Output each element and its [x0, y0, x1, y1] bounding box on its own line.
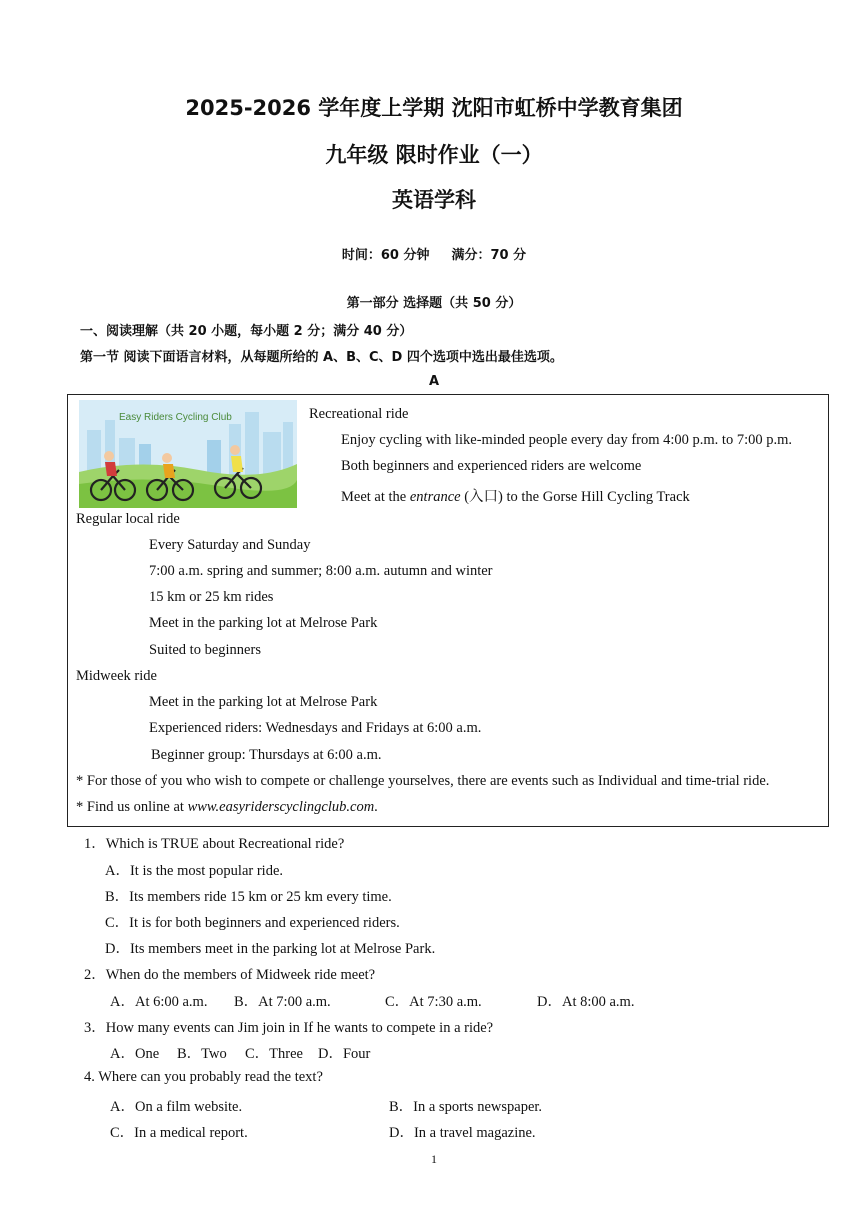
- regular-ride-title: Regular local ride: [76, 511, 180, 527]
- website-url: www.easyriderscyclingclub.com: [187, 799, 375, 815]
- answer-option: C．Three: [245, 1046, 303, 1062]
- cyclists-illustration: [79, 400, 297, 508]
- part-title: 第一部分 选择题（共 50 分）: [346, 296, 522, 311]
- answer-option: A．It is the most popular ride.: [105, 863, 284, 879]
- document-title: 2025-2026 学年度上学期 沈阳市虹桥中学教育集团: [185, 96, 683, 120]
- regular-ride-line: Every Saturday and Sunday: [149, 537, 311, 553]
- midweek-ride-line: Meet in the parking lot at Melrose Park: [149, 694, 378, 710]
- answer-option: C．It is for both beginners and experienced riders.: [105, 915, 400, 931]
- page-number: 1: [431, 1152, 437, 1166]
- question-stem: 1．Which is TRUE about Recreational ride?: [84, 836, 345, 852]
- question-stem: 3．How many events can Jim join in If he wants to compete in a ride?: [84, 1020, 494, 1036]
- meeting-text-pre: Meet at the: [341, 489, 410, 505]
- answer-option: A．One: [110, 1046, 160, 1062]
- answer-option: B．In a sports newspaper.: [389, 1099, 543, 1115]
- recreational-ride-title: Recreational ride: [309, 406, 409, 422]
- recreational-ride-riders: Both beginners and experienced riders are welcome: [341, 458, 642, 474]
- document-subtitle: 九年级 限时作业（一）: [325, 143, 543, 167]
- regular-ride-line: Suited to beginners: [149, 642, 261, 658]
- answer-option: D．Four: [318, 1046, 371, 1062]
- midweek-ride-line: Experienced riders: Wednesdays and Fridays at 6:00 a.m.: [149, 720, 482, 736]
- subject-title: 英语学科: [392, 188, 476, 212]
- answer-option: C．At 7:30 a.m.: [385, 994, 482, 1010]
- recreational-ride-time: Enjoy cycling with like-minded people every day from 4:00 p.m. to 7:00 p.m.: [341, 432, 793, 448]
- answer-option: D．In a travel magazine.: [389, 1125, 536, 1141]
- cycling-club-image: [79, 400, 297, 508]
- time-limit: 时间：60 分钟: [341, 248, 430, 263]
- club-name-text: Easy Riders Cycling Club: [119, 412, 232, 423]
- section-title: 一、阅读理解（共 20 小题，每小题 2 分；满分 40 分）: [80, 324, 413, 339]
- answer-option: B．At 7:00 a.m.: [234, 994, 331, 1010]
- recreational-ride-meeting: [341, 485, 690, 506]
- full-score: 满分：70 分: [451, 248, 527, 263]
- regular-ride-line: 7:00 a.m. spring and summer; 8:00 a.m. autumn and winter: [149, 563, 493, 579]
- regular-ride-line: 15 km or 25 km rides: [149, 589, 274, 605]
- website-note: [76, 799, 378, 816]
- midweek-ride-title: Midweek ride: [76, 668, 157, 684]
- subsection-instructions: 第一节 阅读下面语言材料，从每题所给的 A、B、C、D 四个选项中选出最佳选项。: [80, 350, 563, 365]
- answer-option: C．In a medical report.: [110, 1125, 248, 1141]
- competition-note: * For those of you who wish to compete or challenge yourselves, there are events such as Individual and time-trial ride.: [76, 773, 770, 789]
- answer-option: A．On a film website.: [110, 1099, 243, 1115]
- answer-option: D．Its members meet in the parking lot at Melrose Park.: [105, 941, 436, 957]
- website-note-pre: * Find us online at: [76, 799, 188, 815]
- passage-label: A: [428, 374, 440, 389]
- website-note-post: .: [374, 799, 378, 815]
- regular-ride-line: Meet in the parking lot at Melrose Park: [149, 615, 378, 631]
- exam-info: [0, 244, 868, 263]
- answer-option: D．At 8:00 a.m.: [537, 994, 635, 1010]
- question-stem: 2．When do the members of Midweek ride meet?: [84, 967, 376, 983]
- answer-option: B．Two: [177, 1046, 227, 1062]
- answer-option: A．At 6:00 a.m.: [110, 994, 208, 1010]
- meeting-text-post: (入口) to the Gorse Hill Cycling Track: [460, 489, 690, 505]
- question-stem: 4. Where can you probably read the text?: [84, 1069, 323, 1085]
- midweek-ride-line: Beginner group: Thursdays at 6:00 a.m.: [151, 747, 382, 763]
- answer-option: B．Its members ride 15 km or 25 km every time.: [105, 889, 392, 905]
- meeting-text-emphasis: entrance: [409, 489, 461, 505]
